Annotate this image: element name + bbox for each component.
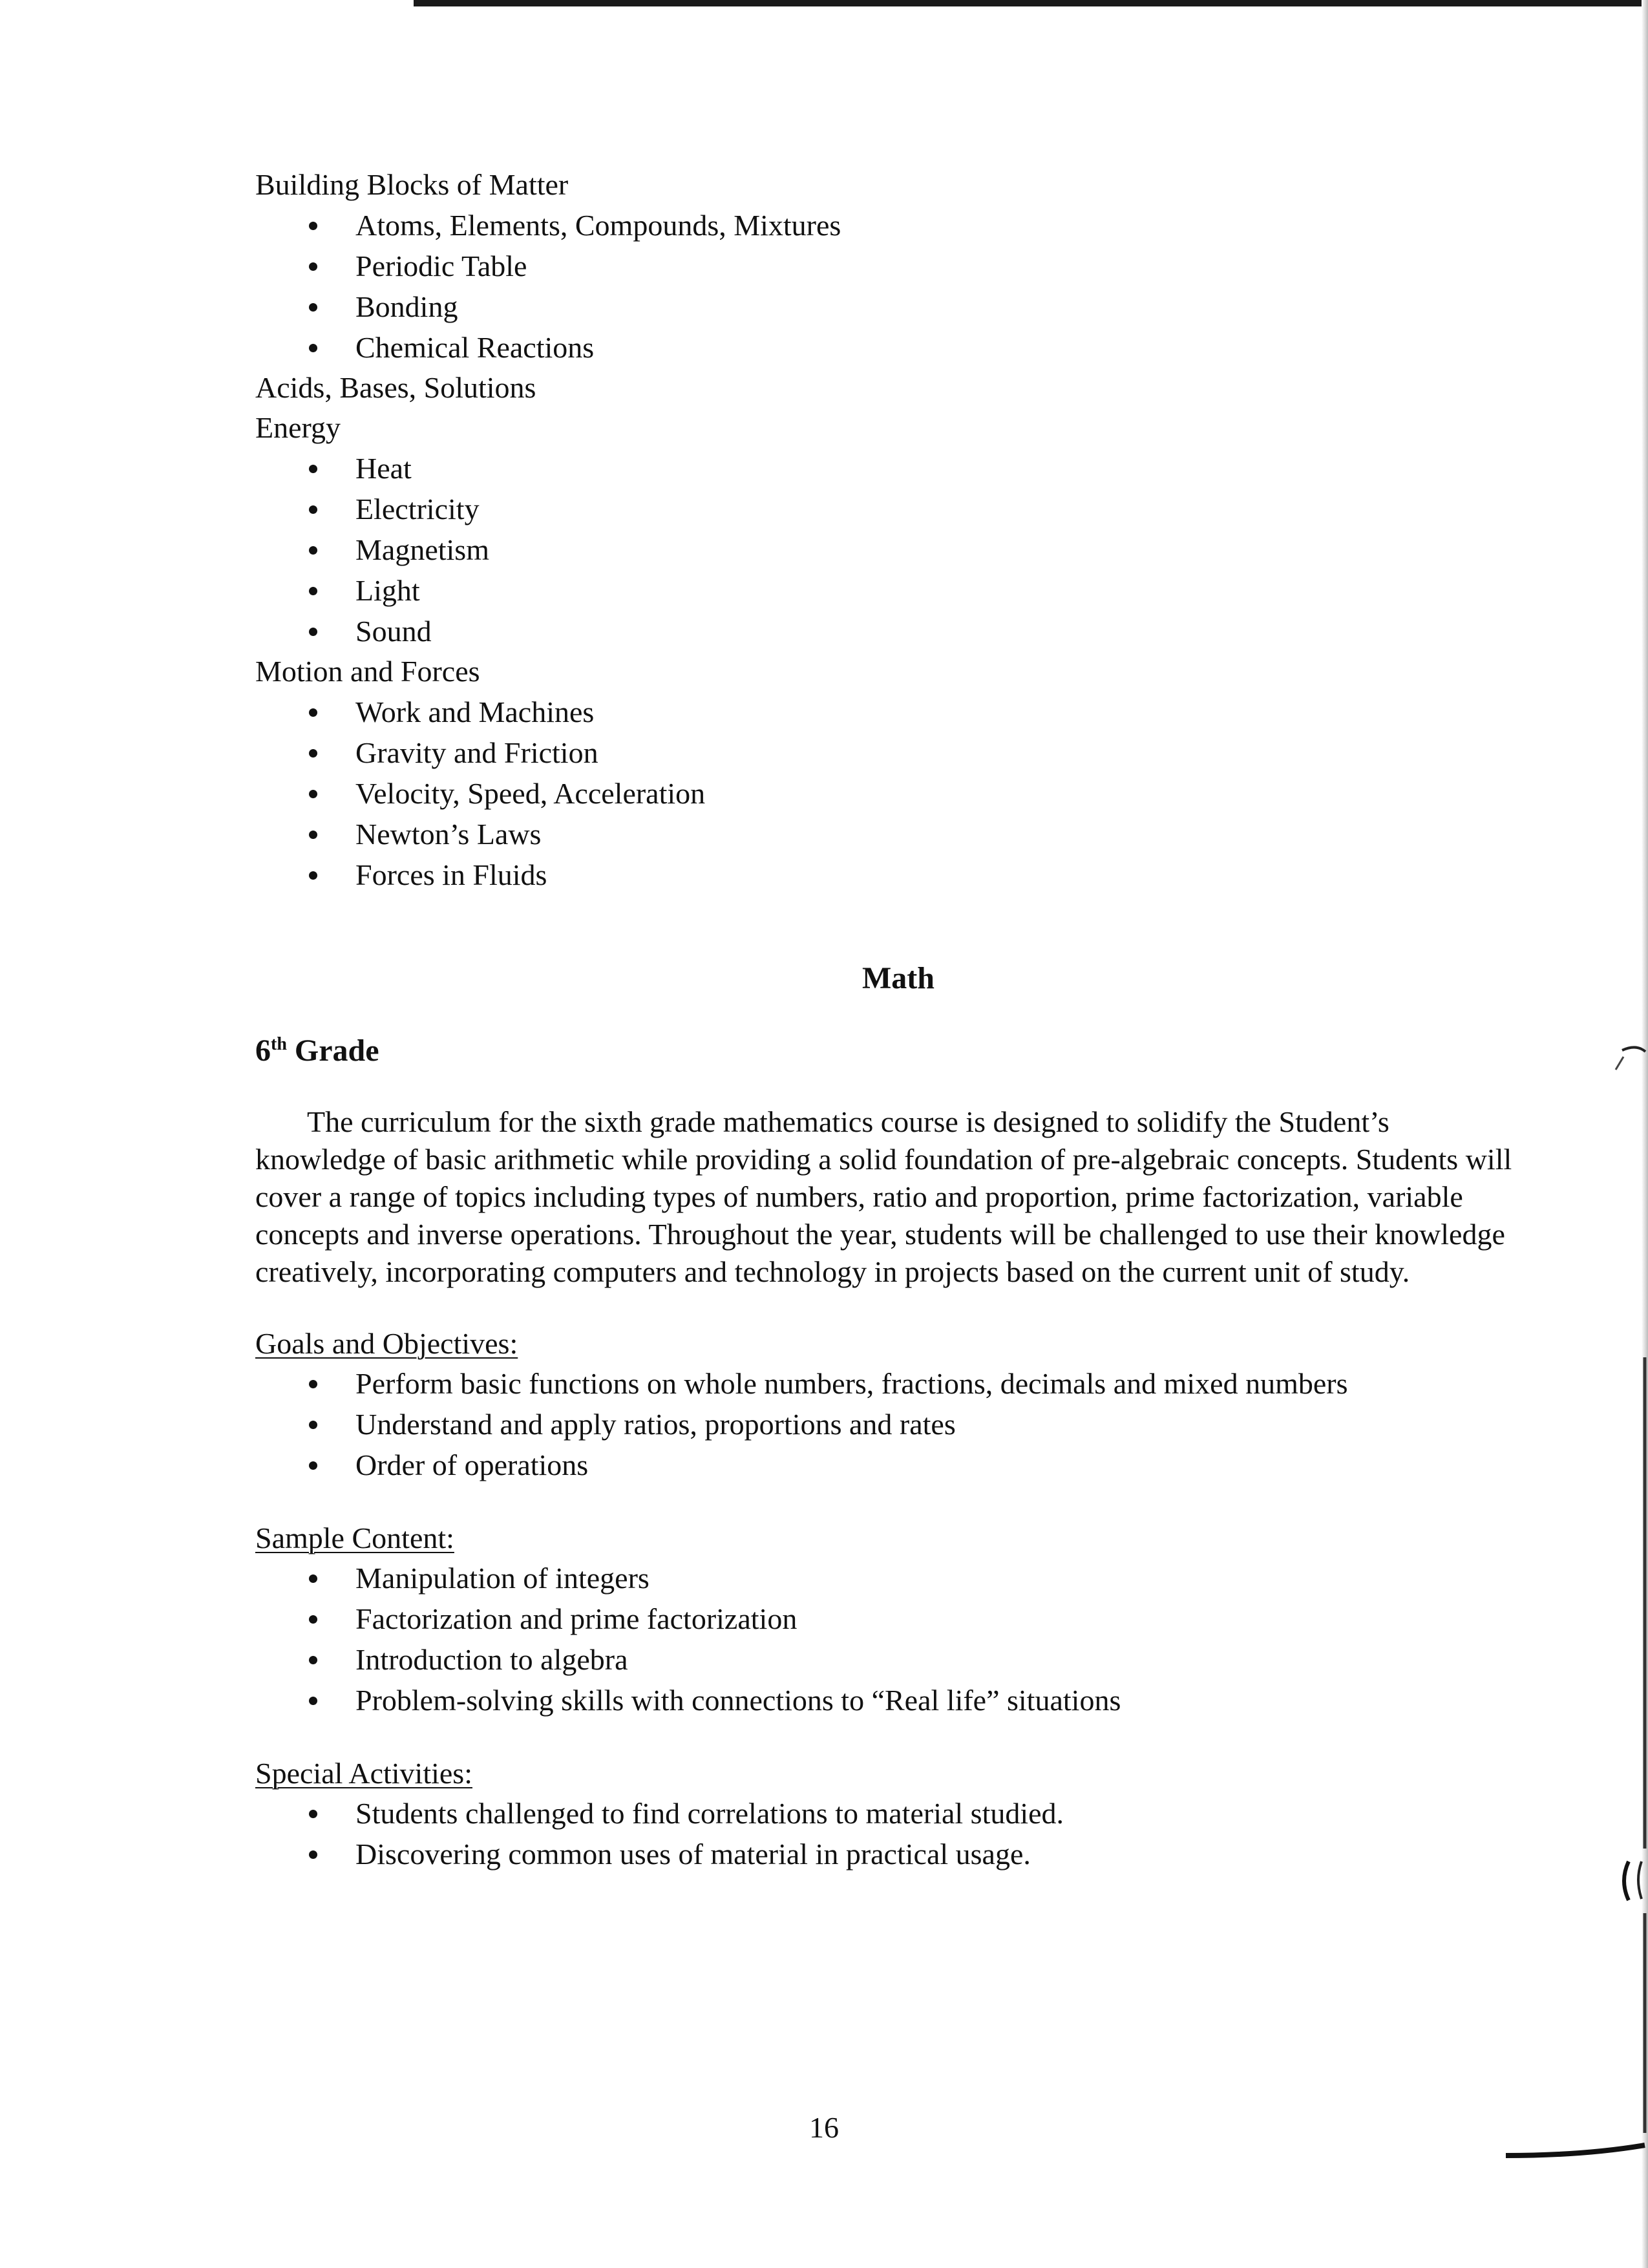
list-item: Discovering common uses of material in practical usage. — [255, 1834, 1516, 1874]
grade-suffix: th — [271, 1034, 287, 1054]
topic-list — [255, 692, 1516, 895]
topic-list — [255, 205, 1516, 368]
goals-list — [255, 1363, 1516, 1485]
page-number: 16 — [809, 2111, 839, 2144]
topic-list — [255, 448, 1516, 652]
document-page — [255, 165, 1516, 1874]
list-item: Forces in Fluids — [255, 854, 1516, 895]
list-item: Factorization and prime factorization — [255, 1598, 1516, 1639]
course-description: The curriculum for the sixth grade mathematics course is designed to solidify the Student’s knowledge of basic arithmetic while providing a solid foundation of pre-algebraic concepts. Students will cover a range of topics including types of numbers, ratio and proportion, prime factorization, variable concepts and inverse operations. Throughout the year, students will be challenged to use their knowledge creatively, incorporating computers and technology in projects based on the current unit of study. — [255, 1105, 1512, 1288]
topic-title: Energy — [255, 411, 341, 444]
list-item: Atoms, Elements, Compounds, Mixtures — [255, 205, 1516, 246]
list-item: Heat — [255, 448, 1516, 489]
list-item: Velocity, Speed, Acceleration — [255, 773, 1516, 814]
list-item: Bonding — [255, 286, 1516, 327]
list-item: Gravity and Friction — [255, 732, 1516, 773]
topic-title: Acids, Bases, Solutions — [255, 371, 536, 404]
list-item: Work and Machines — [255, 692, 1516, 732]
section-heading-math: Math — [862, 961, 935, 995]
list-item: Understand and apply ratios, proportions and rates — [255, 1404, 1516, 1445]
science-topic — [255, 368, 1516, 408]
list-item: Perform basic functions on whole numbers, fractions, decimals and mixed numbers — [255, 1363, 1516, 1404]
topic-title: Building Blocks of Matter — [255, 168, 569, 201]
list-item: Students challenged to find correlations to material studied. — [255, 1793, 1516, 1834]
grade-heading — [255, 1031, 1516, 1071]
grade-number: 6 — [255, 1033, 271, 1068]
list-item: Light — [255, 570, 1516, 611]
science-topic — [255, 408, 1516, 652]
list-item: Sound — [255, 611, 1516, 652]
goals-label: Goals and Objectives: — [255, 1327, 518, 1360]
sample-content-label: Sample Content: — [255, 1521, 454, 1554]
science-topic — [255, 652, 1516, 895]
special-activities-label: Special Activities: — [255, 1757, 472, 1790]
list-item: Electricity — [255, 489, 1516, 529]
science-topic — [255, 165, 1516, 368]
grade-word: Grade — [294, 1033, 379, 1068]
list-item: Introduction to algebra — [255, 1639, 1516, 1680]
list-item: Chemical Reactions — [255, 327, 1516, 368]
topic-title: Motion and Forces — [255, 655, 480, 688]
list-item: Magnetism — [255, 529, 1516, 570]
list-item: Periodic Table — [255, 246, 1516, 286]
list-item: Order of operations — [255, 1445, 1516, 1485]
list-item: Problem-solving skills with connections to “Real life” situations — [255, 1680, 1516, 1721]
list-item: Newton’s Laws — [255, 814, 1516, 854]
list-item: Manipulation of integers — [255, 1558, 1516, 1598]
sample-content-list — [255, 1558, 1516, 1721]
special-activities-list — [255, 1793, 1516, 1874]
